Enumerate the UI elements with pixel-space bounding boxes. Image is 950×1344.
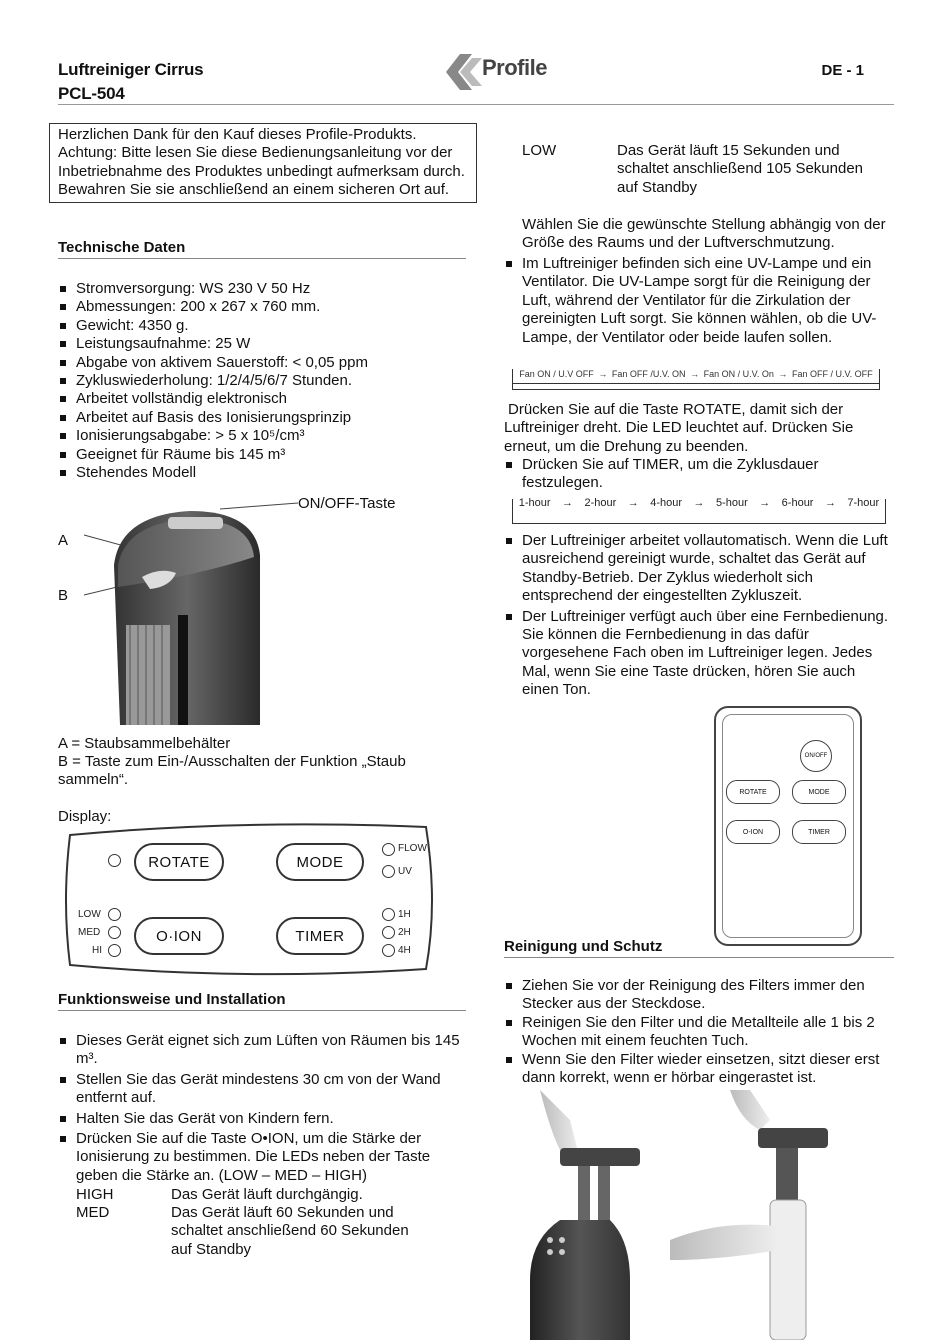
mode-med-key: MED (76, 1204, 110, 1221)
func-item: Halten Sie das Gerät von Kindern fern. (58, 1110, 462, 1128)
tech-item: Geeignet für Räume bis 145 m³ (58, 446, 468, 464)
display-mode-button: MODE (276, 843, 364, 881)
remote-control-image (714, 706, 862, 946)
low-label: LOW (78, 909, 101, 920)
hi-led (108, 944, 121, 957)
mode-flow-step: Fan ON / U.V OFF (519, 369, 594, 379)
func-item: Dieses Gerät eignet sich zum Lüften von Räumen bis 145 m³. (58, 1032, 462, 1069)
flow-led (382, 843, 395, 856)
timer-step: 2-hour (584, 497, 617, 509)
uv-list (504, 255, 894, 347)
display-timer-button: TIMER (276, 917, 364, 955)
remote-rotate-button: ROTATE (726, 780, 780, 804)
arrow-icon: → (693, 497, 705, 509)
mode-flow-step: Fan OFF / U.V. OFF (791, 369, 873, 379)
header-rule (58, 104, 894, 105)
uv-item: Im Luftreiniger befinden sich eine UV-Lampe und ein Ventilator. Die UV-Lampe sorgt für die Reinigung der Luft, während der Ventilator für die Zirkulation der gereinigten Luft sorgt. Sie können wählen, ob die UV-Lampe, der Ventilator oder beide laufen sollen. (504, 255, 894, 347)
tech-item: Gewicht: 4350 g. (58, 317, 468, 335)
mode-flow-diagram (512, 369, 880, 384)
func-list (58, 1032, 462, 1185)
legend-b: B = Taste zum Ein-/Ausschalten der Funktion „Staub sammeln“. (58, 753, 406, 789)
tech-item: Zykluswiederholung: 1/2/4/5/6/7 Stunden. (58, 372, 468, 390)
mode-high-value: Das Gerät läuft durchgängig. (171, 1186, 363, 1203)
func-item: Stellen Sie das Gerät mindestens 30 cm von der Wand entfernt auf. (58, 1071, 462, 1108)
4h-led (382, 944, 395, 957)
rotate-text-content: Drücken Sie auf die Taste ROTATE, damit sich der Luftreiniger dreht. Die LED leuchtet auf. Drücken Sie erneut, um die Drehung zu beenden. (504, 401, 854, 455)
remote-item: Der Luftreiniger verfügt auch über eine Fernbedienung. Sie können die Fernbedienung in das dafür vorgesehene Fach oben im Luftreiniger legen. Jedes Mal, wenn Sie eine Taste drücken, hören Sie auch einen Ton. (504, 608, 896, 700)
uv-led (382, 865, 395, 878)
timer-item: Drücken Sie auf TIMER, um die Zyklusdauer festzulegen. (504, 456, 884, 493)
med-label: MED (78, 927, 101, 938)
clean-item: Wenn Sie den Filter wieder einsetzen, sitzt dieser erst dann korrekt, wenn er hörbar eingerastet ist. (504, 1051, 896, 1088)
4h-label: 4H (398, 945, 411, 956)
tech-item: Abmessungen: 200 x 267 x 760 mm. (58, 298, 468, 316)
remote-timer-button: TIMER (792, 820, 846, 844)
func-item: Drücken Sie auf die Taste O•ION, um die Stärke der Ionisierung zu bestimmen. Die LEDs neben der Taste geben die Stärke an. (LOW – MED – HIGH) (58, 1130, 462, 1185)
remote-onoff-button: ON/OFF (800, 740, 832, 772)
mode-med (76, 1204, 436, 1259)
tech-item: Leistungsaufnahme: 25 W (58, 335, 468, 353)
tech-item: Stromversorgung: WS 230 V 50 Hz (58, 280, 468, 298)
onoff-label: ON/OFF-Taste (298, 495, 396, 512)
clean-item: Ziehen Sie vor der Reinigung des Filters immer den Stecker aus der Steckdose. (504, 977, 896, 1014)
arrow-icon: → (759, 497, 771, 509)
choose-text: Wählen Sie die gewünschte Stellung abhängig von der Größe des Raums und der Luftverschmutzung. (522, 216, 886, 252)
uv-label: UV (398, 866, 412, 877)
mode-high (76, 1186, 436, 1204)
med-led (108, 926, 121, 939)
document-title (58, 58, 203, 106)
mode-high-key: HIGH (76, 1186, 114, 1203)
tech-list (58, 280, 468, 482)
timer-step: 5-hour (715, 497, 748, 509)
arrow-icon: → (690, 369, 700, 379)
tech-item: Stehendes Modell (58, 464, 468, 482)
2h-led (382, 926, 395, 939)
remote-mode-button: MODE (792, 780, 846, 804)
tech-heading: Technische Daten (58, 239, 466, 259)
clean-heading: Reinigung und Schutz (504, 938, 894, 958)
mode-flow-step: Fan ON / U.V. On (703, 369, 774, 379)
tech-item: Ionisierungsabgabe: > 5 x 10⁵/cm³ (58, 427, 468, 445)
timer-flow-diagram (512, 499, 886, 524)
logo-chevron-icon (442, 50, 486, 94)
logo-text: Profile (482, 55, 547, 80)
filter-removal-image (520, 1090, 900, 1340)
clean-item: Reinigen Sie den Filter und die Metallteile alle 1 bis 2 Wochen mit einem feuchten Tuch. (504, 1014, 896, 1051)
tech-item: Arbeitet auf Basis des Ionisierungsprinzip (58, 409, 468, 427)
mode-low-value: Das Gerät läuft 15 Sekunden und schaltet anschließend 105 Sekunden auf Standby (617, 142, 864, 196)
arrow-icon: → (778, 369, 788, 379)
mode-low-key: LOW (522, 142, 557, 159)
legend-a: A = Staubsammelbehälter (58, 735, 231, 752)
arrow-icon: → (627, 497, 639, 509)
purifier-device-image (80, 495, 300, 725)
2h-label: 2H (398, 927, 411, 938)
label-a: A (58, 532, 69, 549)
rotate-text (504, 401, 894, 456)
tech-item: Abgabe von aktivem Sauerstoff: < 0,05 ppm (58, 354, 468, 372)
display-oion-button: O·ION (134, 917, 224, 955)
mode-low (522, 142, 892, 197)
timer-step: 6-hour (781, 497, 814, 509)
auto-item: Der Luftreiniger arbeitet vollautomatisch. Wenn die Luft ausreichend gereinigt wurde, schaltet das Gerät auf Standby-Betrieb. Der Zyklus wiederholt sich entsprechend der eingestellten Zykluszeit. (504, 532, 896, 606)
title-line-2: PCL-504 (58, 84, 125, 103)
clean-list (504, 977, 896, 1087)
arrow-icon: → (824, 497, 836, 509)
profile-logo (442, 50, 554, 94)
display-panel (64, 823, 436, 977)
mode-flow-return (512, 377, 880, 390)
tech-item: Arbeitet vollständig elektronisch (58, 390, 468, 408)
arrow-icon: → (598, 369, 608, 379)
timer-step: 4-hour (650, 497, 682, 509)
arrow-icon: → (562, 497, 573, 509)
1h-led (382, 908, 395, 921)
flow-label: FLOW (398, 843, 427, 854)
func-heading: Funktionsweise und Installation (58, 991, 466, 1011)
auto-list (504, 532, 896, 700)
intro-box: Herzlichen Dank für den Kauf dieses Profile-Produkts. Achtung: Bitte lesen Sie diese Bedienungsanleitung vor der Inbetriebnahme des Produktes unbedingt aufmerksam durch. Bewahren Sie sie anschließend an einem sicheren Ort auf. (49, 123, 477, 203)
page-number: DE - 1 (821, 62, 864, 79)
low-led (108, 908, 121, 921)
display-rotate-button: ROTATE (134, 843, 224, 881)
hi-label: HI (92, 945, 102, 956)
timer-step: 7-hour (847, 497, 880, 509)
mode-flow-step: Fan OFF /U.V. ON (611, 369, 686, 379)
timer-list (504, 456, 884, 493)
rotate-led (108, 854, 121, 867)
display-label: Display: (58, 808, 112, 825)
label-b: B (58, 587, 69, 604)
1h-label: 1H (398, 909, 411, 920)
remote-oion-button: O-ION (726, 820, 780, 844)
timer-step: 1-hour (518, 497, 551, 509)
title-line-1: Luftreiniger Cirrus (58, 60, 204, 79)
mode-med-value: Das Gerät läuft 60 Sekunden und schaltet anschließend 60 Sekunden auf Standby (171, 1204, 409, 1258)
